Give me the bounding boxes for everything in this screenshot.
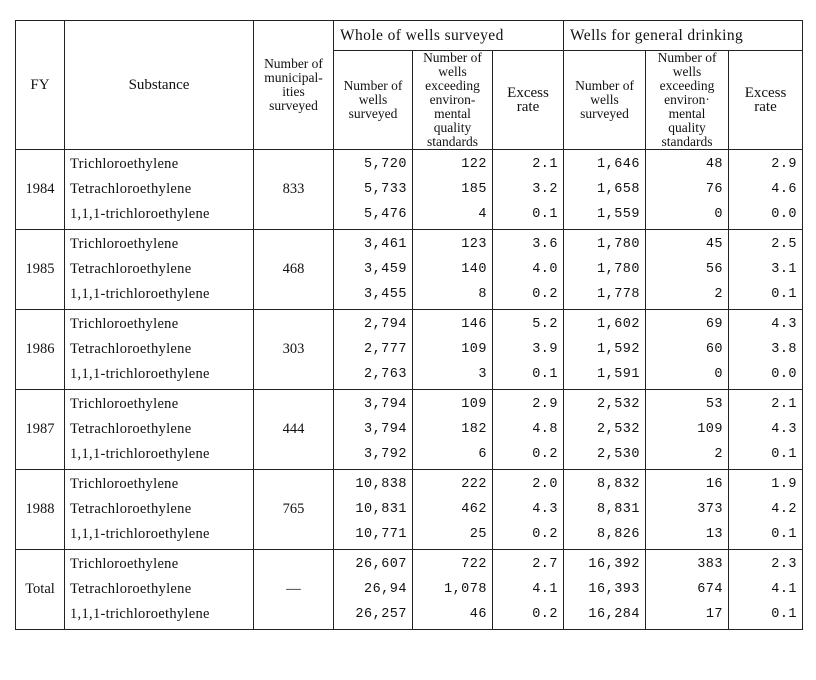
whole-surveyed-value: 3,794 xyxy=(363,422,407,437)
fy-cell: 1987 xyxy=(16,390,65,470)
whole-surveyed-value: 3,455 xyxy=(363,287,407,302)
drink-rate-value: 3.8 xyxy=(771,342,798,357)
header-group-whole: Whole of wells surveyed xyxy=(334,21,564,51)
drink-rate-cell xyxy=(729,230,803,310)
substance-name: Tetrachloroethylene xyxy=(70,181,192,197)
header-line: Excess xyxy=(507,85,549,101)
drink-exceeding-value: 0 xyxy=(714,207,724,222)
drink-rate-value: 2.1 xyxy=(771,397,798,412)
whole-rate-value: 4.1 xyxy=(532,582,559,597)
drink-exceeding-value: 16 xyxy=(705,477,724,492)
header-fy: FY xyxy=(16,21,65,150)
whole-rate-cell xyxy=(493,230,564,310)
drink-surveyed-cell xyxy=(564,230,646,310)
whole-exceeding-cell xyxy=(413,310,493,390)
drink-surveyed-value: 1,602 xyxy=(597,317,641,332)
substance-name: Trichloroethylene xyxy=(70,156,179,172)
header-whole-exceeding xyxy=(413,51,493,150)
header-line: Number of xyxy=(264,56,323,71)
whole-exceeding-value: 140 xyxy=(461,262,487,277)
whole-surveyed-cell xyxy=(334,550,413,630)
drink-rate-cell xyxy=(729,310,803,390)
whole-exceeding-value: 25 xyxy=(469,527,487,542)
whole-surveyed-cell xyxy=(334,230,413,310)
drink-exceeding-value: 48 xyxy=(705,157,724,172)
drink-rate-value: 4.2 xyxy=(771,502,798,517)
substance-name: Tetrachloroethylene xyxy=(70,501,192,517)
drink-rate-value: 0.1 xyxy=(771,527,798,542)
header-substance: Substance xyxy=(65,21,254,150)
drink-exceeding-value: 373 xyxy=(697,502,724,517)
drink-rate-value: 4.6 xyxy=(771,182,798,197)
header-line: mental xyxy=(668,106,706,121)
drink-rate-value: 0.1 xyxy=(771,447,798,462)
whole-rate-value: 2.0 xyxy=(532,477,559,492)
drink-exceeding-value: 674 xyxy=(697,582,724,597)
drink-rate-value: 2.3 xyxy=(771,557,798,572)
whole-surveyed-value: 26,607 xyxy=(355,557,407,572)
header-line: surveyed xyxy=(348,106,398,121)
table-row xyxy=(16,390,803,470)
municipalities-cell: 303 xyxy=(254,310,334,390)
whole-exceeding-value: 6 xyxy=(478,447,487,462)
drink-surveyed-value: 1,591 xyxy=(597,367,641,382)
drink-rate-value: 0.1 xyxy=(771,287,798,302)
whole-surveyed-value: 3,792 xyxy=(363,447,407,462)
whole-surveyed-value: 5,720 xyxy=(363,157,407,172)
header-line: surveyed xyxy=(269,98,318,113)
substance-name: Trichloroethylene xyxy=(70,556,179,572)
whole-rate-value: 4.8 xyxy=(532,422,559,437)
whole-rate-value: 0.2 xyxy=(532,447,559,462)
whole-exceeding-value: 122 xyxy=(461,157,487,172)
whole-surveyed-cell xyxy=(334,150,413,230)
table-row xyxy=(16,470,803,550)
whole-surveyed-value: 3,461 xyxy=(363,237,407,252)
whole-surveyed-value: 2,777 xyxy=(363,342,407,357)
whole-rate-value: 2.9 xyxy=(532,397,559,412)
whole-surveyed-value: 2,794 xyxy=(363,317,407,332)
drink-surveyed-value: 1,646 xyxy=(597,157,641,172)
fy-cell: 1988 xyxy=(16,470,65,550)
whole-rate-cell xyxy=(493,390,564,470)
substance-cell xyxy=(65,150,254,230)
table-row xyxy=(16,310,803,390)
substance-name: Tetrachloroethylene xyxy=(70,421,192,437)
whole-surveyed-value: 10,771 xyxy=(355,527,407,542)
municipalities-cell: 468 xyxy=(254,230,334,310)
whole-exceeding-value: 4 xyxy=(478,207,487,222)
header-line: Number of xyxy=(575,78,634,93)
drink-exceeding-cell xyxy=(646,470,729,550)
drink-rate-value: 0.0 xyxy=(771,367,798,382)
municipalities-cell: 833 xyxy=(254,150,334,230)
whole-exceeding-value: 185 xyxy=(461,182,487,197)
drink-exceeding-value: 76 xyxy=(705,182,724,197)
whole-exceeding-value: 146 xyxy=(461,317,487,332)
substance-cell xyxy=(65,230,254,310)
fy-cell: Total xyxy=(16,550,65,630)
whole-exceeding-value: 222 xyxy=(461,477,487,492)
header-line: standards xyxy=(661,134,713,149)
wells-survey-table xyxy=(15,20,803,630)
whole-exceeding-cell xyxy=(413,470,493,550)
table-row xyxy=(16,150,803,230)
municipalities-cell: 765 xyxy=(254,470,334,550)
drink-exceeding-value: 2 xyxy=(714,287,724,302)
whole-exceeding-cell xyxy=(413,150,493,230)
drink-surveyed-value: 1,559 xyxy=(597,207,641,222)
substance-name: 1,1,1-trichloroethylene xyxy=(70,206,210,222)
whole-surveyed-value: 2,763 xyxy=(363,367,407,382)
drink-rate-value: 4.3 xyxy=(771,317,798,332)
drink-surveyed-value: 16,392 xyxy=(588,557,641,572)
drink-exceeding-cell xyxy=(646,310,729,390)
whole-surveyed-cell xyxy=(334,390,413,470)
drink-exceeding-cell xyxy=(646,150,729,230)
whole-rate-value: 0.2 xyxy=(532,287,559,302)
drink-surveyed-value: 1,658 xyxy=(597,182,641,197)
fy-cell: 1984 xyxy=(16,150,65,230)
substance-name: Trichloroethylene xyxy=(70,476,179,492)
drink-surveyed-value: 1,778 xyxy=(597,287,641,302)
whole-surveyed-value: 5,476 xyxy=(363,207,407,222)
substance-name: 1,1,1-trichloroethylene xyxy=(70,366,210,382)
whole-surveyed-value: 3,794 xyxy=(363,397,407,412)
whole-surveyed-value: 5,733 xyxy=(363,182,407,197)
drink-rate-value: 4.3 xyxy=(771,422,798,437)
whole-exceeding-value: 462 xyxy=(461,502,487,517)
whole-exceeding-cell xyxy=(413,550,493,630)
fy-cell: 1986 xyxy=(16,310,65,390)
drink-exceeding-cell xyxy=(646,230,729,310)
whole-rate-value: 0.1 xyxy=(532,367,559,382)
whole-rate-value: 2.1 xyxy=(532,157,559,172)
drink-surveyed-value: 1,780 xyxy=(597,262,641,277)
drink-rate-cell xyxy=(729,150,803,230)
drink-surveyed-value: 16,284 xyxy=(588,607,641,622)
substance-cell xyxy=(65,470,254,550)
header-line: environ· xyxy=(664,92,710,107)
drink-rate-cell xyxy=(729,550,803,630)
substance-name: 1,1,1-trichloroethylene xyxy=(70,526,210,542)
substance-name: Trichloroethylene xyxy=(70,236,179,252)
header-drink-rate xyxy=(729,51,803,150)
whole-rate-value: 4.0 xyxy=(532,262,559,277)
whole-surveyed-value: 10,831 xyxy=(355,502,407,517)
substance-cell xyxy=(65,390,254,470)
drink-surveyed-value: 8,832 xyxy=(597,477,641,492)
whole-exceeding-value: 8 xyxy=(478,287,487,302)
header-line: quality xyxy=(668,120,706,135)
whole-exceeding-value: 46 xyxy=(469,607,487,622)
whole-rate-value: 0.1 xyxy=(532,207,559,222)
substance-cell xyxy=(65,550,254,630)
header-line: exceeding xyxy=(425,78,480,93)
substance-name: Tetrachloroethylene xyxy=(70,261,192,277)
whole-rate-value: 3.6 xyxy=(532,237,559,252)
drink-surveyed-value: 8,831 xyxy=(597,502,641,517)
drink-surveyed-value: 1,592 xyxy=(597,342,641,357)
header-drink-surveyed xyxy=(564,51,646,150)
drink-exceeding-cell xyxy=(646,550,729,630)
drink-surveyed-value: 2,532 xyxy=(597,397,641,412)
drink-exceeding-value: 17 xyxy=(705,607,724,622)
drink-rate-value: 2.5 xyxy=(771,237,798,252)
substance-cell xyxy=(65,310,254,390)
whole-surveyed-cell xyxy=(334,470,413,550)
whole-rate-value: 5.2 xyxy=(532,317,559,332)
drink-surveyed-cell xyxy=(564,150,646,230)
header-group-drinking: Wells for general drinking xyxy=(564,21,803,51)
whole-rate-value: 3.2 xyxy=(532,182,559,197)
header-line: wells xyxy=(672,64,702,79)
drink-exceeding-value: 2 xyxy=(714,447,724,462)
drink-rate-value: 0.0 xyxy=(771,207,798,222)
drink-surveyed-cell xyxy=(564,310,646,390)
municipalities-cell: — xyxy=(254,550,334,630)
drink-rate-value: 0.1 xyxy=(771,607,798,622)
header-line: mental xyxy=(434,106,471,121)
header-line: standards xyxy=(427,134,478,149)
substance-name: Trichloroethylene xyxy=(70,316,179,332)
drink-exceeding-value: 60 xyxy=(705,342,724,357)
drink-rate-value: 1.9 xyxy=(771,477,798,492)
drink-exceeding-value: 56 xyxy=(705,262,724,277)
whole-rate-value: 4.3 xyxy=(532,502,559,517)
drink-surveyed-cell xyxy=(564,470,646,550)
substance-name: Trichloroethylene xyxy=(70,396,179,412)
whole-surveyed-value: 10,838 xyxy=(355,477,407,492)
drink-rate-value: 4.1 xyxy=(771,582,798,597)
header-line: wells xyxy=(358,92,388,107)
header-line: Excess xyxy=(744,85,787,101)
drink-exceeding-value: 69 xyxy=(705,317,724,332)
drink-exceeding-value: 13 xyxy=(705,527,724,542)
whole-rate-cell xyxy=(493,550,564,630)
substance-name: Tetrachloroethylene xyxy=(70,581,192,597)
whole-exceeding-value: 182 xyxy=(461,422,487,437)
drink-rate-value: 2.9 xyxy=(771,157,798,172)
table-row xyxy=(16,230,803,310)
whole-rate-value: 0.2 xyxy=(532,527,559,542)
whole-surveyed-value: 26,94 xyxy=(363,582,407,597)
whole-exceeding-cell xyxy=(413,230,493,310)
drink-rate-value: 3.1 xyxy=(771,262,798,277)
table-row xyxy=(16,550,803,630)
header-line: Number of xyxy=(657,50,717,65)
header-whole-surveyed xyxy=(334,51,413,150)
whole-exceeding-value: 722 xyxy=(461,557,487,572)
drink-surveyed-value: 1,780 xyxy=(597,237,641,252)
drink-surveyed-cell xyxy=(564,550,646,630)
header-line: wells xyxy=(590,92,619,107)
substance-name: 1,1,1-trichloroethylene xyxy=(70,446,210,462)
whole-rate-cell xyxy=(493,310,564,390)
header-line: rate xyxy=(516,99,540,115)
drink-surveyed-value: 2,532 xyxy=(597,422,641,437)
whole-surveyed-value: 3,459 xyxy=(363,262,407,277)
header-line: rate xyxy=(754,99,777,115)
header-line: surveyed xyxy=(580,106,629,121)
drink-surveyed-cell xyxy=(564,390,646,470)
whole-surveyed-cell xyxy=(334,310,413,390)
municipalities-cell: 444 xyxy=(254,390,334,470)
drink-exceeding-value: 45 xyxy=(705,237,724,252)
whole-rate-value: 3.9 xyxy=(532,342,559,357)
drink-exceeding-value: 0 xyxy=(714,367,724,382)
header-whole-rate xyxy=(493,51,564,150)
drink-surveyed-value: 2,530 xyxy=(597,447,641,462)
whole-surveyed-value: 26,257 xyxy=(355,607,407,622)
whole-exceeding-value: 1,078 xyxy=(443,582,487,597)
header-line: wells xyxy=(438,64,467,79)
whole-rate-cell xyxy=(493,150,564,230)
substance-name: Tetrachloroethylene xyxy=(70,341,192,357)
whole-rate-value: 0.2 xyxy=(532,607,559,622)
drink-surveyed-value: 16,393 xyxy=(588,582,641,597)
whole-rate-value: 2.7 xyxy=(532,557,559,572)
fy-cell: 1985 xyxy=(16,230,65,310)
header-drink-exceeding xyxy=(646,51,729,150)
drink-exceeding-value: 383 xyxy=(697,557,724,572)
whole-exceeding-value: 109 xyxy=(461,397,487,412)
whole-rate-cell xyxy=(493,470,564,550)
header-line: quality xyxy=(433,120,472,135)
whole-exceeding-value: 3 xyxy=(478,367,487,382)
header-line: Number of xyxy=(423,50,482,65)
header-line: ities xyxy=(282,84,305,99)
header-line: exceeding xyxy=(659,78,715,93)
drink-exceeding-value: 109 xyxy=(697,422,724,437)
header-line: municipal- xyxy=(264,70,323,85)
header-line: Number of xyxy=(343,78,403,93)
drink-exceeding-cell xyxy=(646,390,729,470)
whole-exceeding-value: 109 xyxy=(461,342,487,357)
substance-name: 1,1,1-trichloroethylene xyxy=(70,286,210,302)
header-line: environ- xyxy=(429,92,476,107)
whole-exceeding-value: 123 xyxy=(461,237,487,252)
drink-surveyed-value: 8,826 xyxy=(597,527,641,542)
whole-exceeding-cell xyxy=(413,390,493,470)
header-municipalities xyxy=(254,21,334,150)
drink-rate-cell xyxy=(729,390,803,470)
drink-exceeding-value: 53 xyxy=(705,397,724,412)
substance-name: 1,1,1-trichloroethylene xyxy=(70,606,210,622)
drink-rate-cell xyxy=(729,470,803,550)
